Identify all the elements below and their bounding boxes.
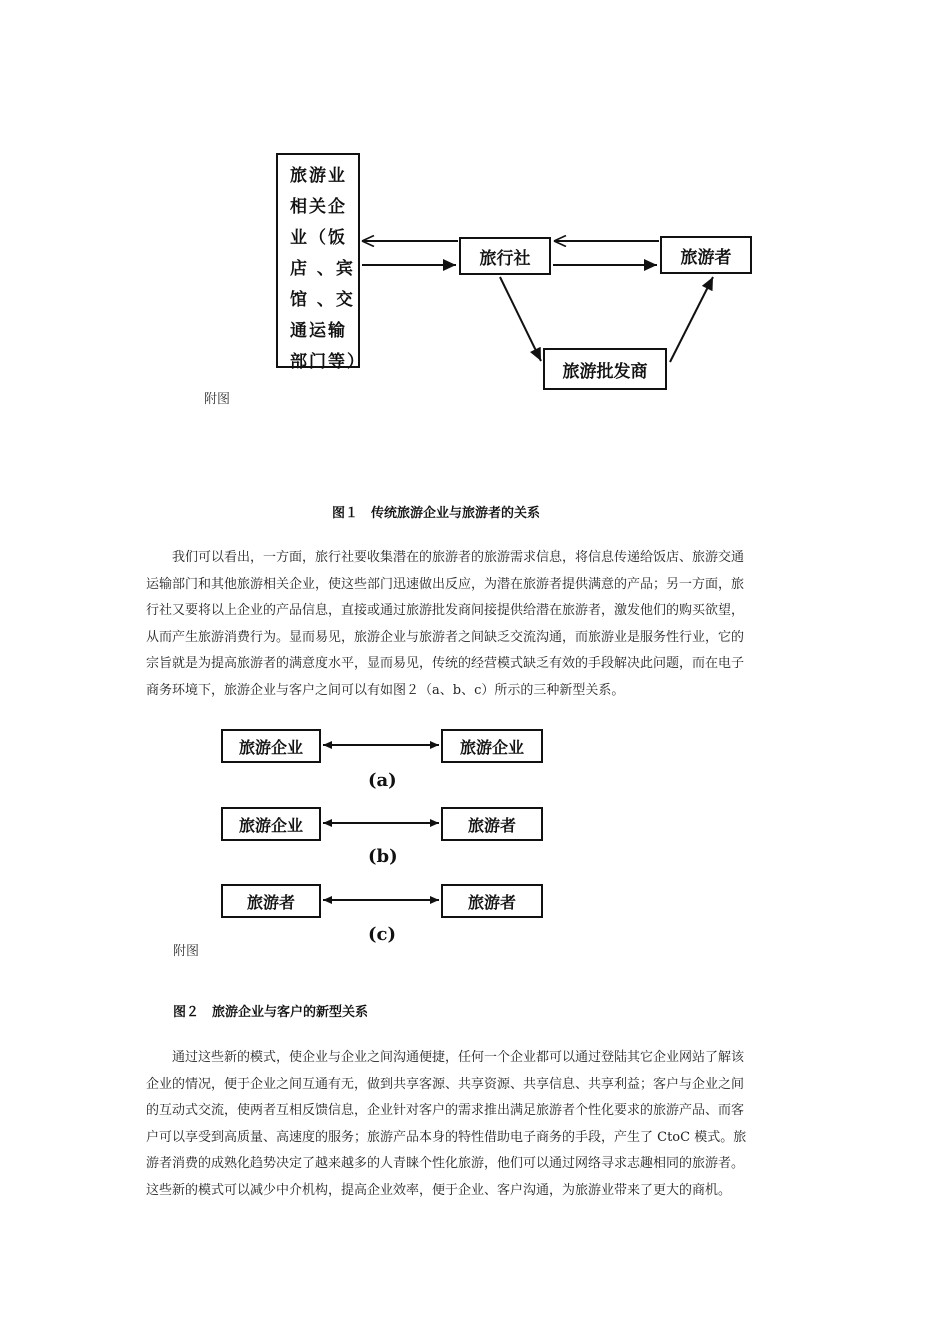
box-line: 通运输 [290, 321, 347, 341]
row-c-left-label: 旅游者 [246, 892, 295, 912]
box-line: 业（饭 [290, 228, 347, 248]
paragraph-line: 我们可以看出，一方面，旅行社要收集潜在的旅游者的旅游需求信息，将信息传递给饭店、旅游交通 [172, 550, 745, 565]
row-c-label: (c) [368, 924, 396, 945]
paragraph-2 [146, 1045, 806, 1204]
box-line: 旅游业 [290, 166, 347, 186]
paragraph-line: 运输部门和其他旅游相关企业，使这些部门迅速做出反应，为潜在旅游者提供满意的产品；另一方面，旅 [146, 576, 745, 592]
agency-to-wholesaler-arrow [500, 277, 541, 361]
figure-1-note: 附图 [204, 392, 231, 407]
wholesaler-label: 旅游批发商 [562, 361, 648, 382]
row-a-label: (a) [368, 770, 397, 791]
row-b-left-label: 旅游企业 [238, 815, 303, 835]
wholesaler-to-tourist-arrow [670, 277, 713, 362]
paragraph-line: 这些新的模式可以减少中介机构，提高企业效率，便于企业、客户沟通，为旅游业带来了更大的商机。 [146, 1182, 732, 1198]
tourist-label: 旅游者 [680, 247, 732, 268]
box-line: 馆 、交 [290, 290, 355, 310]
paragraph-line: 企业的情况，便于企业之间互通有无，做到共享客源、共享资源、共享信息、共享利益；客户与企业之间 [146, 1076, 745, 1092]
paragraph-line: 商务环境下，旅游企业与客户之间可以有如图２（a、b、c）所示的三种新型关系。 [146, 682, 625, 698]
row-a-left-label: 旅游企业 [238, 737, 303, 757]
paragraph-line: 通过这些新的模式，使企业与企业之间沟通便捷，任何一个企业都可以通过登陆其它企业网站了解该 [172, 1050, 745, 1065]
row-a-right-label: 旅游企业 [459, 737, 524, 757]
row-c-right-label: 旅游者 [467, 892, 516, 912]
figure-2-title: 图２ 旅游企业与客户的新型关系 [173, 1005, 369, 1020]
box-line: 相关企 [290, 197, 347, 217]
row-b-right-label: 旅游者 [467, 815, 516, 835]
travel-agency-label: 旅行社 [479, 248, 531, 269]
figure-1-title: 图１ 传统旅游企业与旅游者的关系 [332, 506, 541, 521]
paragraph-line: 游者消费的成熟化趋势决定了越来越多的人青睐个性化旅游，他们可以通过网络寻求志趣相同的旅游者。 [146, 1156, 745, 1171]
figure-2-note: 附图 [173, 944, 200, 959]
box-line: 部门等） [290, 352, 366, 372]
paragraph-line: 户可以享受到高质量、高速度的服务；旅游产品本身的特性借助电子商务的手段，产生了 CtoC 模式。旅 [146, 1129, 747, 1145]
box-line: 店 、宾 [290, 259, 355, 279]
paragraph-line: 的互动式交流，使两者互相反馈信息，企业针对客户的需求推出满足旅游者个性化要求的旅游产品、而客 [146, 1103, 745, 1118]
paragraph-line: 行社又要将以上企业的产品信息，直接或通过旅游批发商间接提供给潜在旅游者，激发他们的购买欲望， [146, 603, 745, 618]
paragraph-line: 宗旨就是为提高旅游者的满意度水平，显而易见，传统的经营模式缺乏有效的手段解决此问题，而在电子 [146, 656, 745, 671]
paragraph-line: 从而产生旅游消费行为。显而易见，旅游企业与旅游者之间缺乏交流沟通，而旅游业是服务性行业，它的 [146, 629, 745, 645]
row-b-label: (b) [368, 846, 398, 867]
